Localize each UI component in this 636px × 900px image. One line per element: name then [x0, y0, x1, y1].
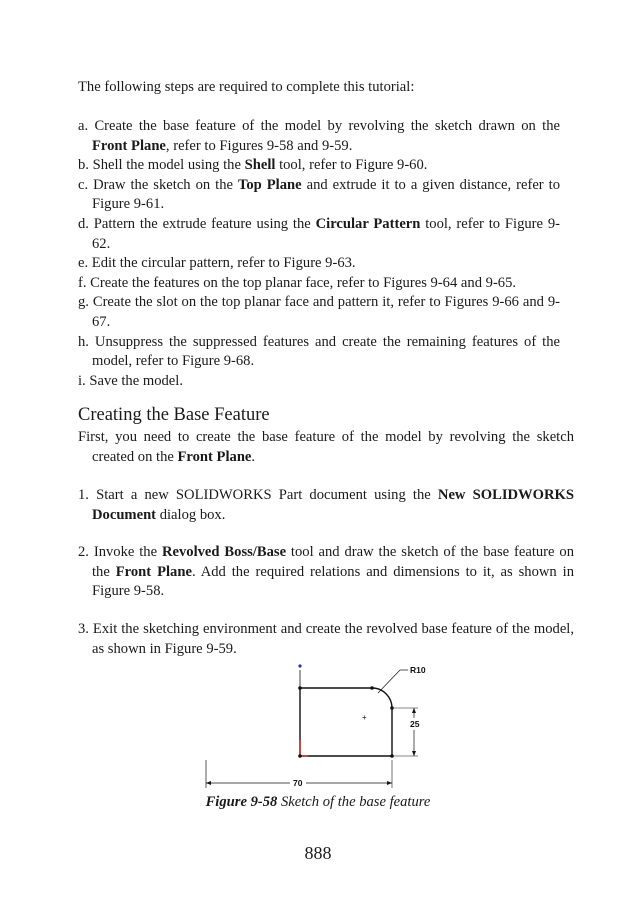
step-item: c. Draw the sketch on the Top Plane and extrude it to a given distance, refer to Figure 9-61.	[78, 176, 560, 213]
dimension-radius-label: R10	[410, 665, 426, 675]
section-intro: First, you need to create the base feature of the model by revolving the sketch created on the Front Plane.	[78, 429, 574, 465]
numbered-step-1: 1. Start a new SOLIDWORKS Part document using the New SOLIDWORKS Document dialog box.	[78, 487, 574, 523]
tutorial-steps-list	[78, 117, 560, 391]
step-item: a. Create the base feature of the model by revolving the sketch drawn on the Front Plane, refer to Figures 9-58 and 9-59.	[78, 118, 560, 154]
step-item: h. Unsuppress the suppressed features and create the remaining features of the model, refer to Figure 9-68.	[78, 333, 560, 370]
step-item: e. Edit the circular pattern, refer to Figure 9-63.	[78, 255, 356, 272]
step-item: f. Create the features on the top planar face, refer to Figures 9-64 and 9-65.	[78, 274, 517, 291]
radius-leader	[378, 670, 400, 693]
dimension-height-label: 25	[410, 719, 420, 729]
page-number: 888	[304, 843, 332, 863]
dimension-width-label: 70	[293, 778, 303, 788]
step-item: i. Save the model.	[78, 372, 183, 389]
step-item: d. Pattern the extrude feature using the Circular Pattern tool, refer to Figure 9-62.	[78, 215, 560, 252]
svg-text:+: +	[362, 713, 367, 722]
section-heading: Creating the Base Feature	[78, 405, 270, 425]
figure-caption: Figure 9-58 Sketch of the base feature	[205, 794, 431, 810]
sketch-figure	[198, 660, 438, 792]
step-item: g. Create the slot on the top planar face and pattern it, refer to Figures 9-66 and 9-67.	[78, 294, 560, 330]
numbered-step-3: 3. Exit the sketching environment and create the revolved base feature of the model, as shown in Figure 9-59.	[78, 621, 574, 657]
numbered-step-2: 2. Invoke the Revolved Boss/Base tool and draw the sketch of the base feature on the Front Plane. Add the required relations and dimensions to it, as shown in Figure 9-58.	[78, 544, 574, 600]
intro-text: The following steps are required to complete this tutorial:	[78, 79, 415, 95]
step-item: b. Shell the model using the Shell tool, refer to Figure 9-60.	[78, 157, 428, 174]
sketch-point-blue	[298, 664, 301, 667]
sketch-profile	[300, 688, 392, 756]
